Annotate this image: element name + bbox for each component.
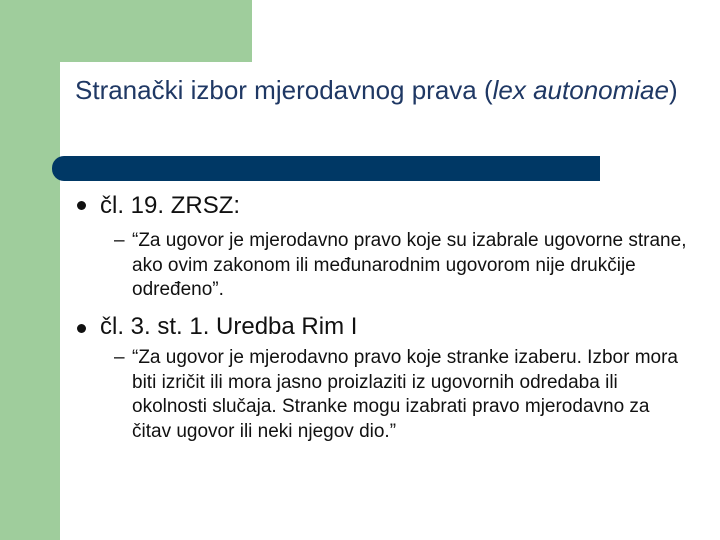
title-closing: ) — [668, 75, 678, 105]
dash-marker: – — [114, 347, 125, 368]
dash-marker: – — [114, 230, 125, 251]
bullet-1-label: čl. 19. ZRSZ: — [100, 192, 241, 219]
green-decor-left — [0, 0, 60, 540]
title-italic: lex autonomiae — [492, 75, 669, 105]
bullet-2-label: čl. 3. st. 1. Uredba Rim I — [100, 313, 358, 340]
bullet-dot-icon — [77, 324, 86, 333]
bullet-dot-icon — [77, 201, 86, 210]
title-divider-bar — [52, 156, 600, 181]
bullet-2-quote: “Za ugovor je mjerodavno pravo koje stranke izaberu. Izbor mora biti izričit ili mora jasno proizlaziti iz ugovornih odredaba ili okolnosti slučaja. Stranke mogu izabrati pravo mjerodavno za čitav ugovor ili neki njegov dio.” — [132, 347, 678, 442]
slide-title — [75, 74, 695, 106]
bullet-1-quote: “Za ugovor je mjerodavno pravo koje su izabrale ugovorne strane, ako ovim zakonom ili međunarodnim ugovorom nije drukčije određeno”. — [132, 230, 687, 300]
title-text: Stranački izbor mjerodavnog prava ( — [75, 75, 493, 105]
